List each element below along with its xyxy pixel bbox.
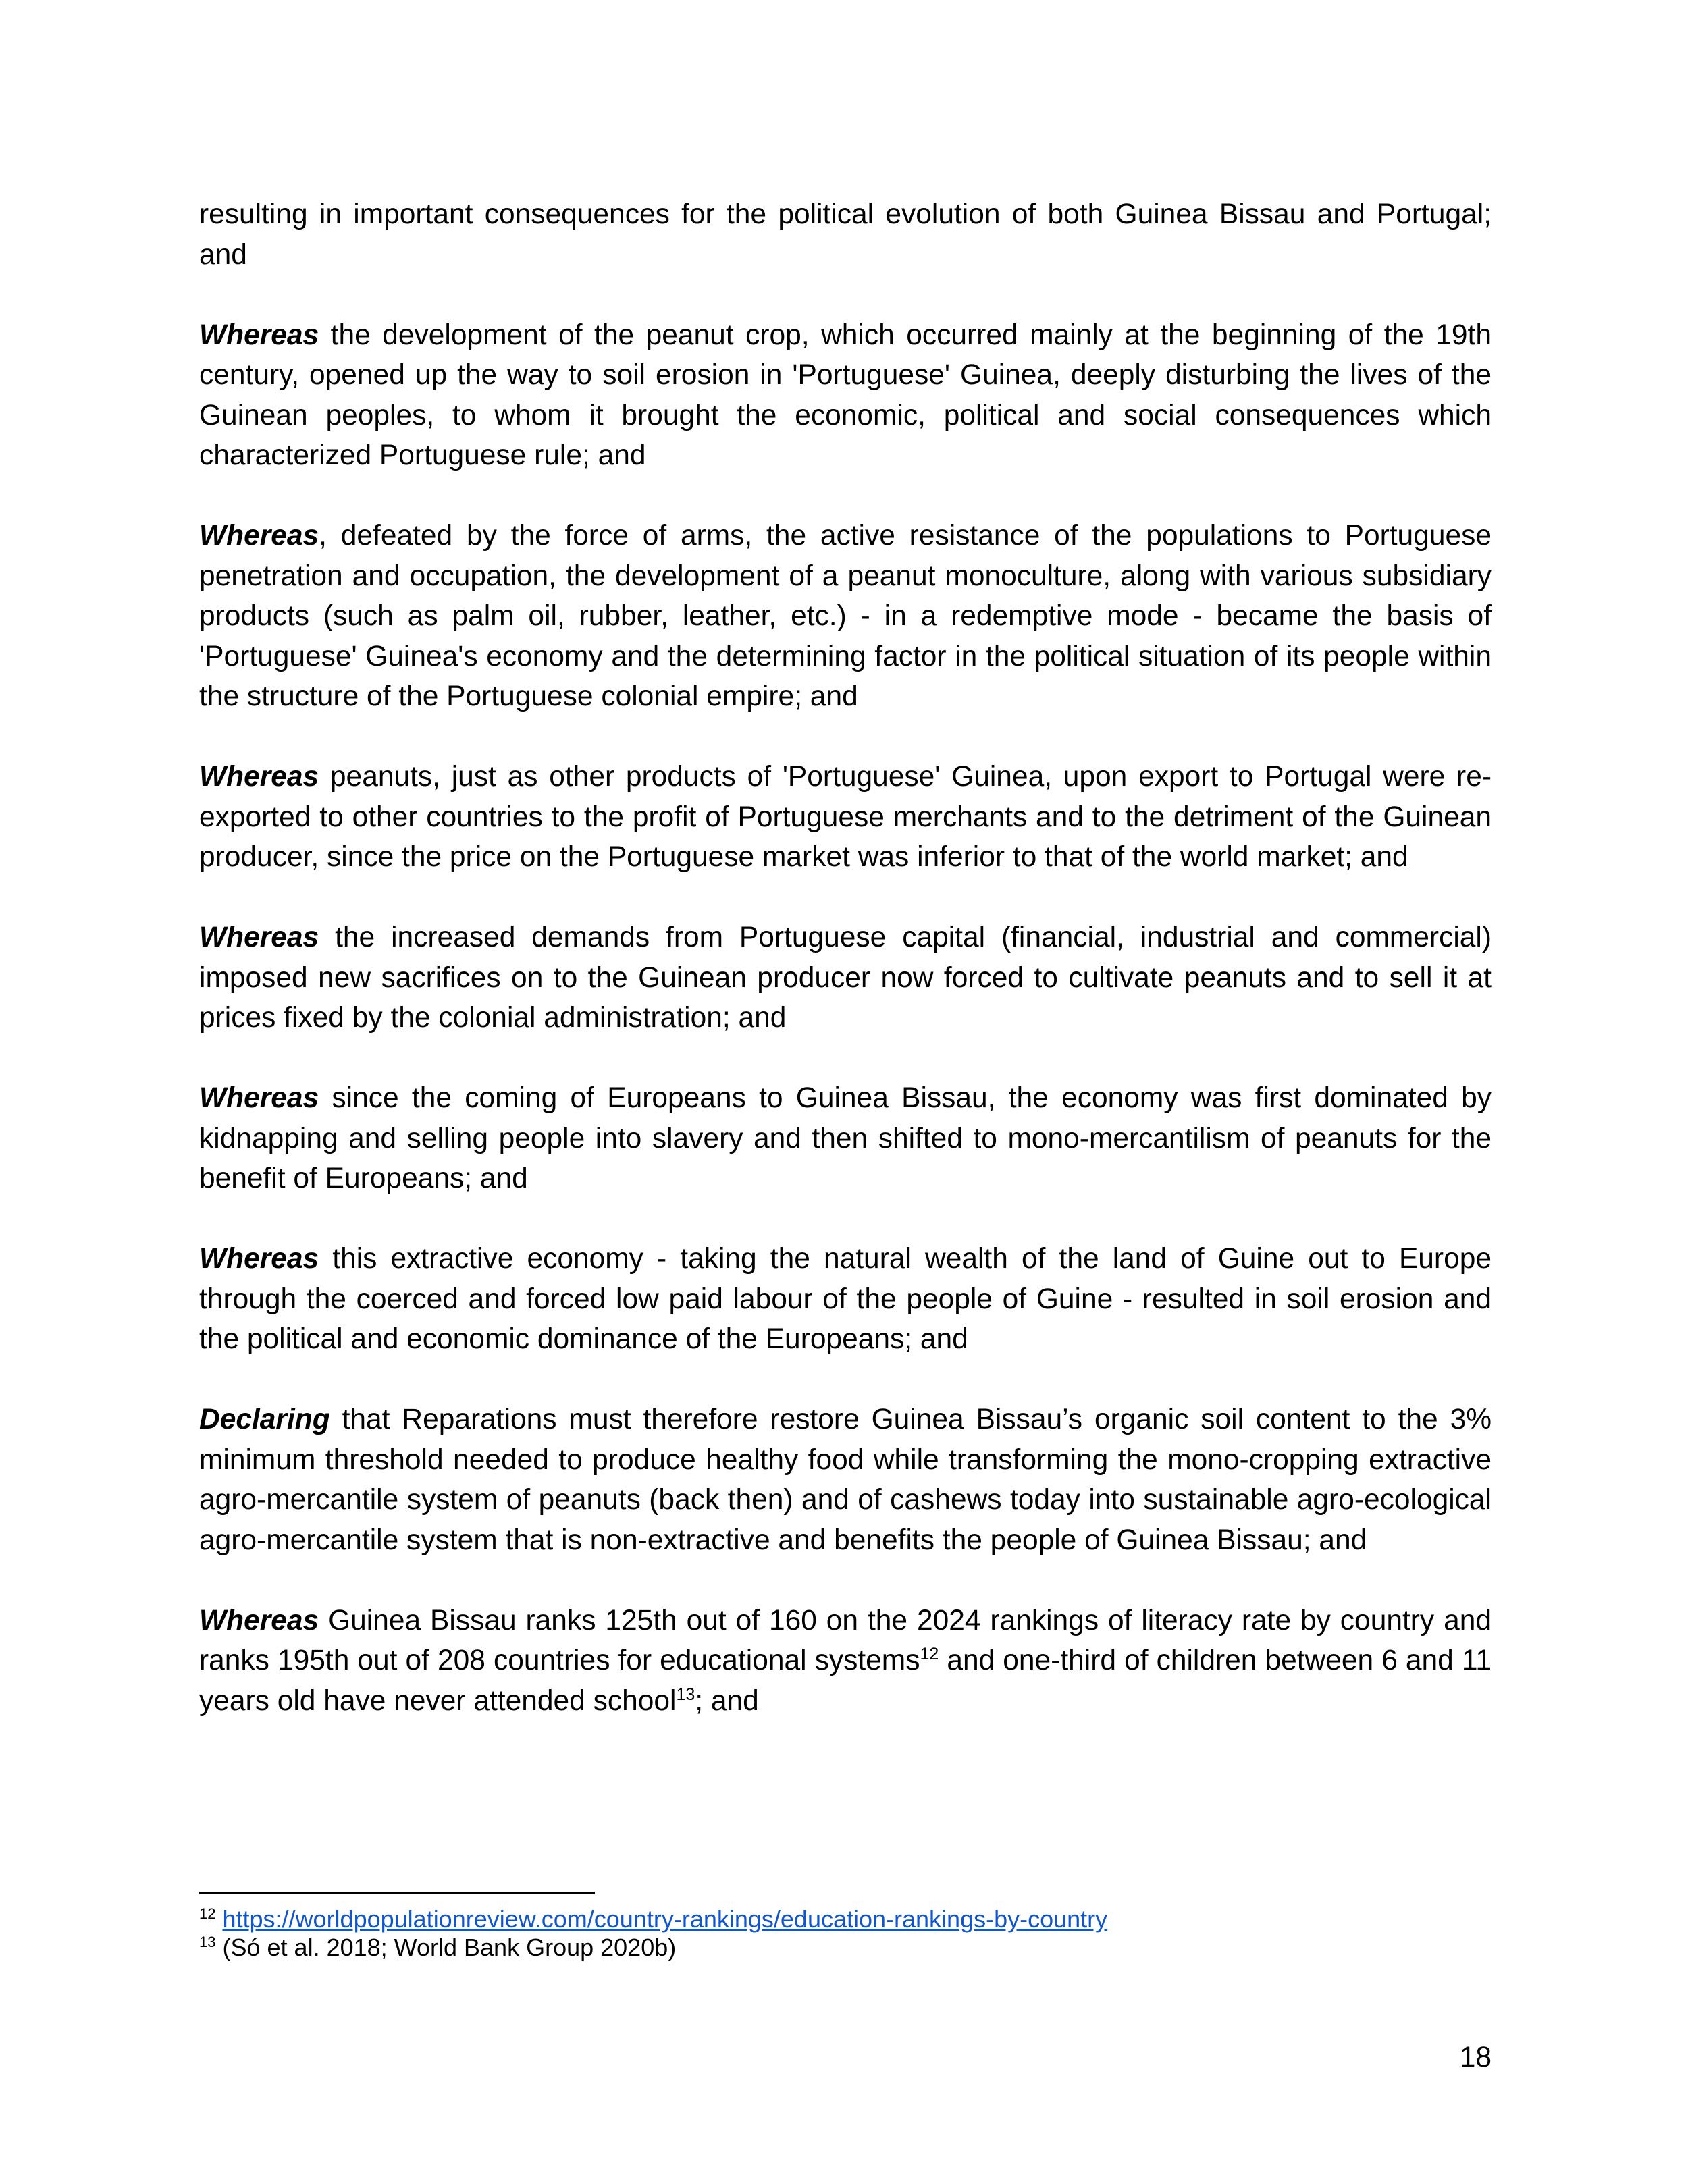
clause-lead-word: Whereas <box>199 761 319 793</box>
footnote-13 <box>199 1934 1492 1962</box>
clause-lead-word: Whereas <box>199 1604 319 1636</box>
footnote-separator <box>199 1892 595 1894</box>
paragraph-text: this extractive economy - taking the natural wealth of the land of Guine out to Europe through the coerced and forced low paid labour of the people of Guine - resulted in soil erosion and the political and economic dominance of the Europeans; and <box>199 1243 1492 1355</box>
footnote-reference[interactable]: 12 <box>920 1644 939 1663</box>
paragraph-text: that Reparations must therefore restore Guinea Bissau’s organic soil content to the 3% minimum threshold needed to produce healthy food while transforming the mono-cropping extractive agro-mercantile system of peanuts (back then) and of cashews today into sustainable agro-ecological agro-mercantile system that is non-extractive and benefits the people of Guinea Bissau; and <box>199 1404 1492 1556</box>
clause-lead-word: Whereas <box>199 922 319 953</box>
whereas-clause <box>199 917 1492 1038</box>
clause-lead-word: Whereas <box>199 319 319 351</box>
footnote-link[interactable]: https://worldpopulationreview.com/country-rankings/education-rankings-by-country <box>222 1905 1108 1933</box>
paragraph-text: the development of the peanut crop, which occurred mainly at the beginning of the 19th century, opened up the way to soil erosion in 'Portuguese' Guinea, deeply disturbing the lives of the Guinean peoples, to whom it brought the economic, political and social consequences which characterized Portuguese rule; and <box>199 319 1492 471</box>
paragraph-text: , defeated by the force of arms, the active resistance of the populations to Portuguese penetration and occupation, the development of a peanut monoculture, along with various subsidiary products (such as palm oil, rubber, leather, etc.) - in a redemptive mode - became the basis of 'Portuguese' Guinea's economy and the determining factor in the political situation of its people within the structure of the Portuguese colonial empire; and <box>199 520 1492 712</box>
page-number: 18 <box>1459 2042 1492 2073</box>
declaring-clause <box>199 1400 1492 1560</box>
footnotes <box>199 1905 1492 1962</box>
whereas-clause <box>199 516 1492 717</box>
paragraph-text: the increased demands from Portuguese capital (financial, industrial and commercial) imposed new sacrifices on to the Guinean producer now forced to cultivate peanuts and to sell it at prices fixed by the colonial administration; and <box>199 922 1492 1034</box>
whereas-clause <box>199 1078 1492 1199</box>
paragraph-text: Guinea Bissau ranks 125th out of 160 on the 2024 rankings of literacy rate by country and ranks 195th out of 208 countries for educational systems <box>199 1604 1492 1676</box>
page-body <box>199 194 1492 1761</box>
paragraph-text: resulting in important consequences for the political evolution of both Guinea Bissau and Portugal; and <box>199 198 1492 271</box>
paragraph-text: peanuts, just as other products of 'Portuguese' Guinea, upon export to Portugal were re-exported to other countries to the profit of Portuguese merchants and to the detriment of the Guinean producer, since the price on the Portuguese market was inferior to that of the world market; and <box>199 761 1492 873</box>
paragraph-text: since the coming of Europeans to Guinea Bissau, the economy was first dominated by kidnapping and selling people into slavery and then shifted to mono-mercantilism of peanuts for the benefit of Europeans; and <box>199 1082 1492 1194</box>
whereas-clause <box>199 315 1492 476</box>
clause-lead-word: Whereas <box>199 1082 319 1114</box>
paragraph-text: and one-third of children between 6 and 11 years old have never attended school <box>199 1645 1492 1717</box>
paragraph-continuation <box>199 194 1492 275</box>
footnote-number: 13 <box>199 1934 216 1950</box>
whereas-clause <box>199 1601 1492 1722</box>
whereas-clause <box>199 757 1492 878</box>
footnote-12 <box>199 1905 1492 1934</box>
footnote-text: (Só et al. 2018; World Bank Group 2020b) <box>222 1934 677 1961</box>
whereas-clause <box>199 1239 1492 1360</box>
paragraph-text: ; and <box>695 1684 759 1717</box>
clause-lead-word: Whereas <box>199 1243 319 1275</box>
clause-lead-word: Whereas <box>199 520 319 552</box>
footnote-number: 12 <box>199 1905 216 1922</box>
clause-lead-word: Declaring <box>199 1404 330 1435</box>
footnote-reference[interactable]: 13 <box>676 1684 695 1704</box>
